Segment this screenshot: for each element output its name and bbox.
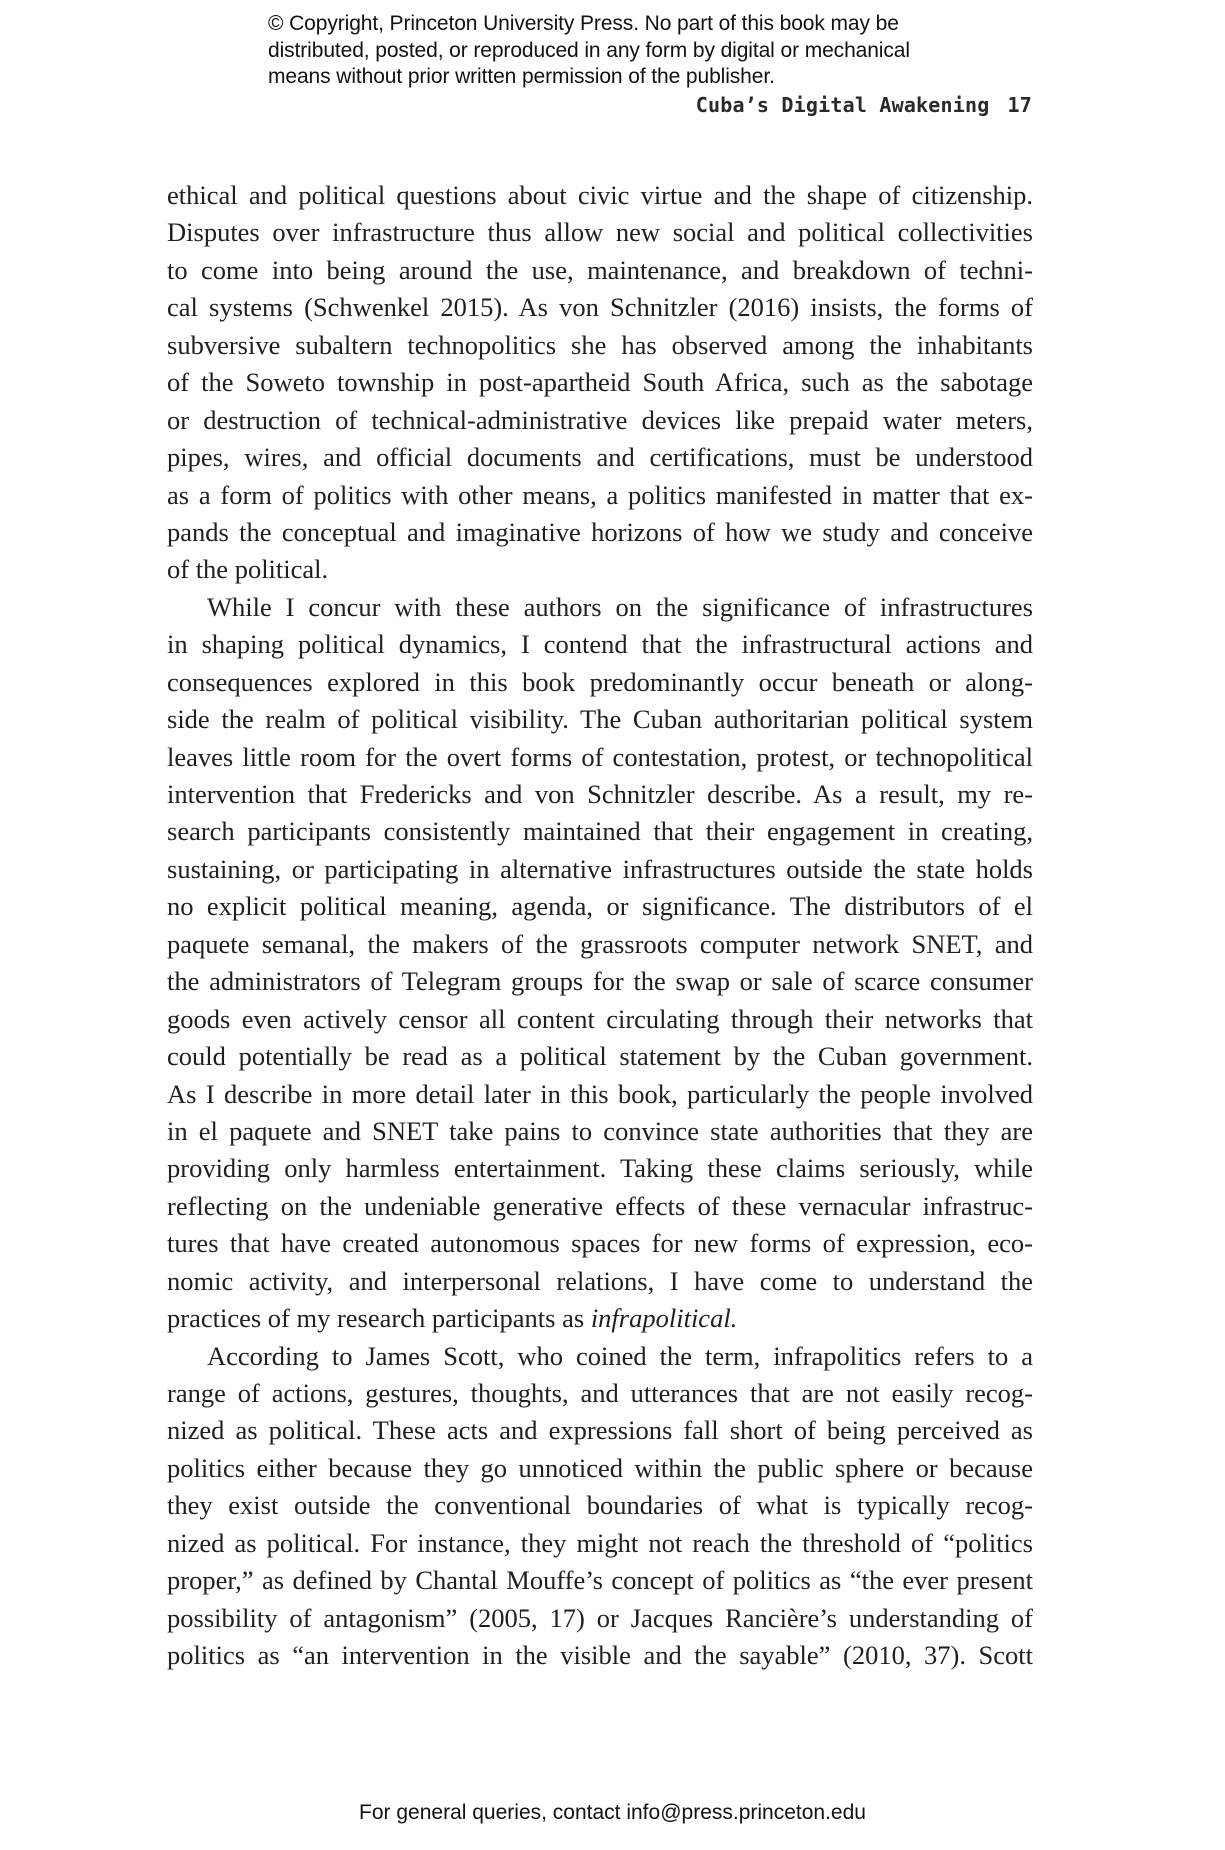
emphasized-term: infrapolitical. xyxy=(590,1303,738,1334)
text-line: reflecting on the undeniable generative effects of these vernacular infrastruc- xyxy=(167,1190,1033,1221)
text-line: subversive subaltern technopolitics she has observed among the inhabitants xyxy=(167,329,1033,360)
text-line: sustaining, or participating in alternative infrastructures outside the state holds xyxy=(167,853,1033,884)
body-text xyxy=(167,177,1033,1675)
text-line: While I concur with these authors on the significance of infrastructures xyxy=(207,591,1033,622)
text-line: could potentially be read as a political statement by the Cuban government. xyxy=(167,1041,1033,1072)
text-line: As I describe in more detail later in this book, particularly the people involved xyxy=(167,1078,1033,1109)
footer-contact: For general queries, contact info@press.princeton.edu xyxy=(359,1801,866,1824)
text-line: politics as “an intervention in the visible and the sayable” (2010, 37). Scott xyxy=(167,1640,1033,1671)
text-line xyxy=(167,1300,1033,1337)
copyright-line: © Copyright, Princeton University Press. No part of this book may be xyxy=(268,12,899,35)
page-number: 17 xyxy=(1007,93,1032,117)
text-line: as a form of politics with other means, a politics manifested in matter that ex- xyxy=(167,479,1033,510)
text-line: goods even actively censor all content circulating through their networks that xyxy=(167,1003,1033,1034)
text-line: tures that have created autonomous spaces for new forms of expression, eco- xyxy=(167,1228,1033,1259)
running-head xyxy=(696,93,1032,117)
text-line: proper,” as defined by Chantal Mouffe’s concept of politics as “the ever present xyxy=(167,1565,1033,1596)
text-line: of the Soweto township in post-apartheid South Africa, such as the sabotage xyxy=(167,367,1033,398)
text-line: politics either because they go unnoticed within the public sphere or because xyxy=(167,1452,1033,1483)
text-line: paquete semanal, the makers of the grassroots computer network SNET, and xyxy=(167,928,1033,959)
text-line: of the political. xyxy=(167,554,329,585)
text-line: they exist outside the conventional boundaries of what is typically recog- xyxy=(167,1490,1033,1521)
text-line: nized as political. These acts and expressions fall short of being perceived as xyxy=(167,1415,1033,1446)
text-line: According to James Scott, who coined the term, infrapolitics refers to a xyxy=(207,1340,1033,1371)
paragraph xyxy=(167,589,1033,1338)
text-line: side the realm of political visibility. The Cuban authoritarian political system xyxy=(167,704,1033,735)
text-line: possibility of antagonism” (2005, 17) or Jacques Rancière’s understanding of xyxy=(167,1602,1033,1633)
text-span: practices of my research participants as xyxy=(167,1303,591,1334)
text-line: ethical and political questions about civic virtue and the shape of citizenship. xyxy=(167,180,1033,210)
text-line: in shaping political dynamics, I contend that the infrastructural actions and xyxy=(167,629,1033,660)
text-line: pipes, wires, and official documents and certifications, must be understood xyxy=(167,442,1033,473)
text-line: or destruction of technical-administrative devices like prepaid water meters, xyxy=(167,404,1033,435)
text-line: in el paquete and SNET take pains to convince state authorities that they are xyxy=(167,1115,1033,1146)
text-line: the administrators of Telegram groups for the swap or sale of scarce consumer xyxy=(167,966,1033,997)
text-line: nomic activity, and interpersonal relations, I have come to understand the xyxy=(167,1265,1033,1296)
text-line: Disputes over infrastructure thus allow new social and political collectivities xyxy=(167,217,1033,248)
text-line: providing only harmless entertainment. Taking these claims seriously, while xyxy=(167,1153,1033,1184)
text-line: pands the conceptual and imaginative horizons of how we study and conceive xyxy=(167,516,1033,547)
copyright-notice xyxy=(268,11,988,91)
text-line: consequences explored in this book predominantly occur beneath or along- xyxy=(167,666,1033,697)
text-line: intervention that Fredericks and von Schnitzler describe. As a result, my re- xyxy=(167,779,1033,809)
copyright-line: means without prior written permission of the publisher. xyxy=(268,65,775,88)
text-line: cal systems (Schwenkel 2015). As von Schnitzler (2016) insists, the forms of xyxy=(167,292,1033,323)
paragraph xyxy=(167,177,1033,589)
running-head-title: Cuba’s Digital Awakening xyxy=(695,93,990,117)
text-line: no explicit political meaning, agenda, or significance. The distributors of el xyxy=(167,891,1033,922)
copyright-line: distributed, posted, or reproduced in any form by digital or mechanical xyxy=(268,38,910,62)
text-line: nized as political. For instance, they might not reach the threshold of “politics xyxy=(167,1527,1033,1558)
text-line: range of actions, gestures, thoughts, and utterances that are not easily recog- xyxy=(167,1378,1033,1408)
paragraph xyxy=(167,1338,1033,1675)
text-line: search participants consistently maintained that their engagement in creating, xyxy=(167,816,1033,847)
text-line: to come into being around the use, maintenance, and breakdown of techni- xyxy=(167,254,1033,285)
text-line: leaves little room for the overt forms of contestation, protest, or technopolitical xyxy=(167,741,1033,772)
